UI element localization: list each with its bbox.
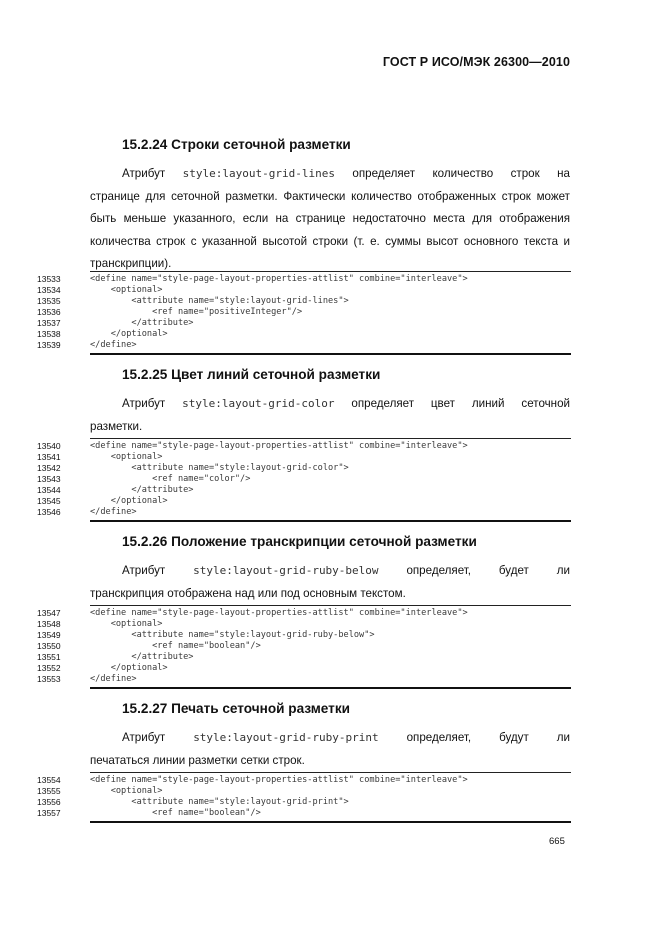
line-number: 13542 xyxy=(37,463,61,473)
code-top-rule xyxy=(90,605,571,606)
code-top-rule xyxy=(90,271,571,272)
line-number: 13554 xyxy=(37,775,61,785)
code-text: </optional> xyxy=(90,496,168,506)
line-number: 13533 xyxy=(37,274,61,284)
line-number: 13536 xyxy=(37,307,61,317)
code-text: </define> xyxy=(90,507,137,517)
line-number: 13539 xyxy=(37,340,61,350)
paragraph-first-line xyxy=(90,393,570,416)
section-heading: 15.2.25 Цвет линий сеточной разметки xyxy=(122,367,381,382)
section-paragraph xyxy=(90,560,570,605)
attribute-name: style:layout-grid-lines xyxy=(182,167,335,180)
line-number: 13537 xyxy=(37,318,61,328)
code-text: <optional> xyxy=(90,285,163,295)
line-number: 13541 xyxy=(37,452,61,462)
line-number: 13538 xyxy=(37,329,61,339)
code-text: <ref name="boolean"/> xyxy=(90,641,261,651)
code-bottom-rule xyxy=(90,687,571,689)
line-number: 13534 xyxy=(37,285,61,295)
section-paragraph xyxy=(90,393,570,438)
code-text: <define name="style-page-layout-properties-attlist" combine="interleave"> xyxy=(90,775,468,785)
line-number: 13553 xyxy=(37,674,61,684)
code-top-rule xyxy=(90,438,571,439)
line-number: 13551 xyxy=(37,652,61,662)
paragraph-rest: разметки. xyxy=(90,419,143,433)
line-number: 13543 xyxy=(37,474,61,484)
line-number: 13547 xyxy=(37,608,61,618)
line-number: 13552 xyxy=(37,663,61,673)
line-number: 13548 xyxy=(37,619,61,629)
line-number: 13546 xyxy=(37,507,61,517)
code-text: <optional> xyxy=(90,786,163,796)
paragraph-text: определяет, будет ли xyxy=(378,564,570,577)
attribute-name: style:layout-grid-ruby-below xyxy=(193,564,379,577)
section-heading: 15.2.26 Положение транскрипции сеточной разметки xyxy=(122,534,477,549)
paragraph-text: определяет цвет линий сеточной xyxy=(334,397,571,410)
code-top-rule xyxy=(90,772,571,773)
code-text: <define name="style-page-layout-properties-attlist" combine="interleave"> xyxy=(90,608,468,618)
paragraph-rest: странице для сеточной разметки. Фактически количество отображенных строк может быть меньше указанного, если на странице недостаточно места для отображения количества строк с указанной высотой строки (т. е. суммы высот основного текста и транскрипции). xyxy=(90,189,570,270)
line-number: 13556 xyxy=(37,797,61,807)
line-number: 13535 xyxy=(37,296,61,306)
code-text: <ref name="positiveInteger"/> xyxy=(90,307,303,317)
paragraph-first-line xyxy=(90,727,570,750)
paragraph-rest: транскрипция отображена над или под основным текстом. xyxy=(90,586,406,600)
paragraph-text: определяет количество строк на xyxy=(334,167,570,180)
code-text: </define> xyxy=(90,674,137,684)
paragraph-first-line xyxy=(90,560,570,583)
attribute-name: style:layout-grid-ruby-print xyxy=(193,731,379,744)
code-text: <define name="style-page-layout-properties-attlist" combine="interleave"> xyxy=(90,441,468,451)
line-number: 13550 xyxy=(37,641,61,651)
code-text: <ref name="boolean"/> xyxy=(90,808,261,818)
code-text: </attribute> xyxy=(90,318,194,328)
code-bottom-rule xyxy=(90,353,571,355)
code-text: <attribute name="style:layout-grid-lines"> xyxy=(90,296,349,306)
code-text: <attribute name="style:layout-grid-print"> xyxy=(90,797,349,807)
document-header: ГОСТ Р ИСО/МЭК 26300—2010 xyxy=(382,55,570,69)
code-text: <optional> xyxy=(90,452,163,462)
paragraph-rest: печататься линии разметки сетки строк. xyxy=(90,753,305,767)
code-text: <optional> xyxy=(90,619,163,629)
paragraph-text: Атрибут xyxy=(122,167,183,180)
code-bottom-rule xyxy=(90,821,571,823)
code-text: </define> xyxy=(90,340,137,350)
code-text: <attribute name="style:layout-grid-ruby-below"> xyxy=(90,630,375,640)
paragraph-text: Атрибут xyxy=(122,731,194,744)
page-number: 665 xyxy=(549,836,565,847)
paragraph-first-line xyxy=(90,163,570,186)
section-heading: 15.2.27 Печать сеточной разметки xyxy=(122,701,350,716)
paragraph-text: Атрибут xyxy=(122,564,194,577)
code-text: <attribute name="style:layout-grid-color"> xyxy=(90,463,349,473)
line-number: 13544 xyxy=(37,485,61,495)
line-number: 13557 xyxy=(37,808,61,818)
attribute-name: style:layout-grid-color xyxy=(182,397,335,410)
line-number: 13545 xyxy=(37,496,61,506)
code-bottom-rule xyxy=(90,520,571,522)
line-number: 13549 xyxy=(37,630,61,640)
line-number: 13540 xyxy=(37,441,61,451)
code-text: <ref name="color"/> xyxy=(90,474,251,484)
section-heading: 15.2.24 Строки сеточной разметки xyxy=(122,137,351,152)
code-text: </optional> xyxy=(90,663,168,673)
section-paragraph xyxy=(90,727,570,772)
code-text: </attribute> xyxy=(90,652,194,662)
section-paragraph xyxy=(90,163,570,276)
paragraph-text: Атрибут xyxy=(122,397,183,410)
code-text: </optional> xyxy=(90,329,168,339)
code-text: </attribute> xyxy=(90,485,194,495)
code-text: <define name="style-page-layout-properties-attlist" combine="interleave"> xyxy=(90,274,468,284)
line-number: 13555 xyxy=(37,786,61,796)
paragraph-text: определяет, будут ли xyxy=(378,731,570,744)
